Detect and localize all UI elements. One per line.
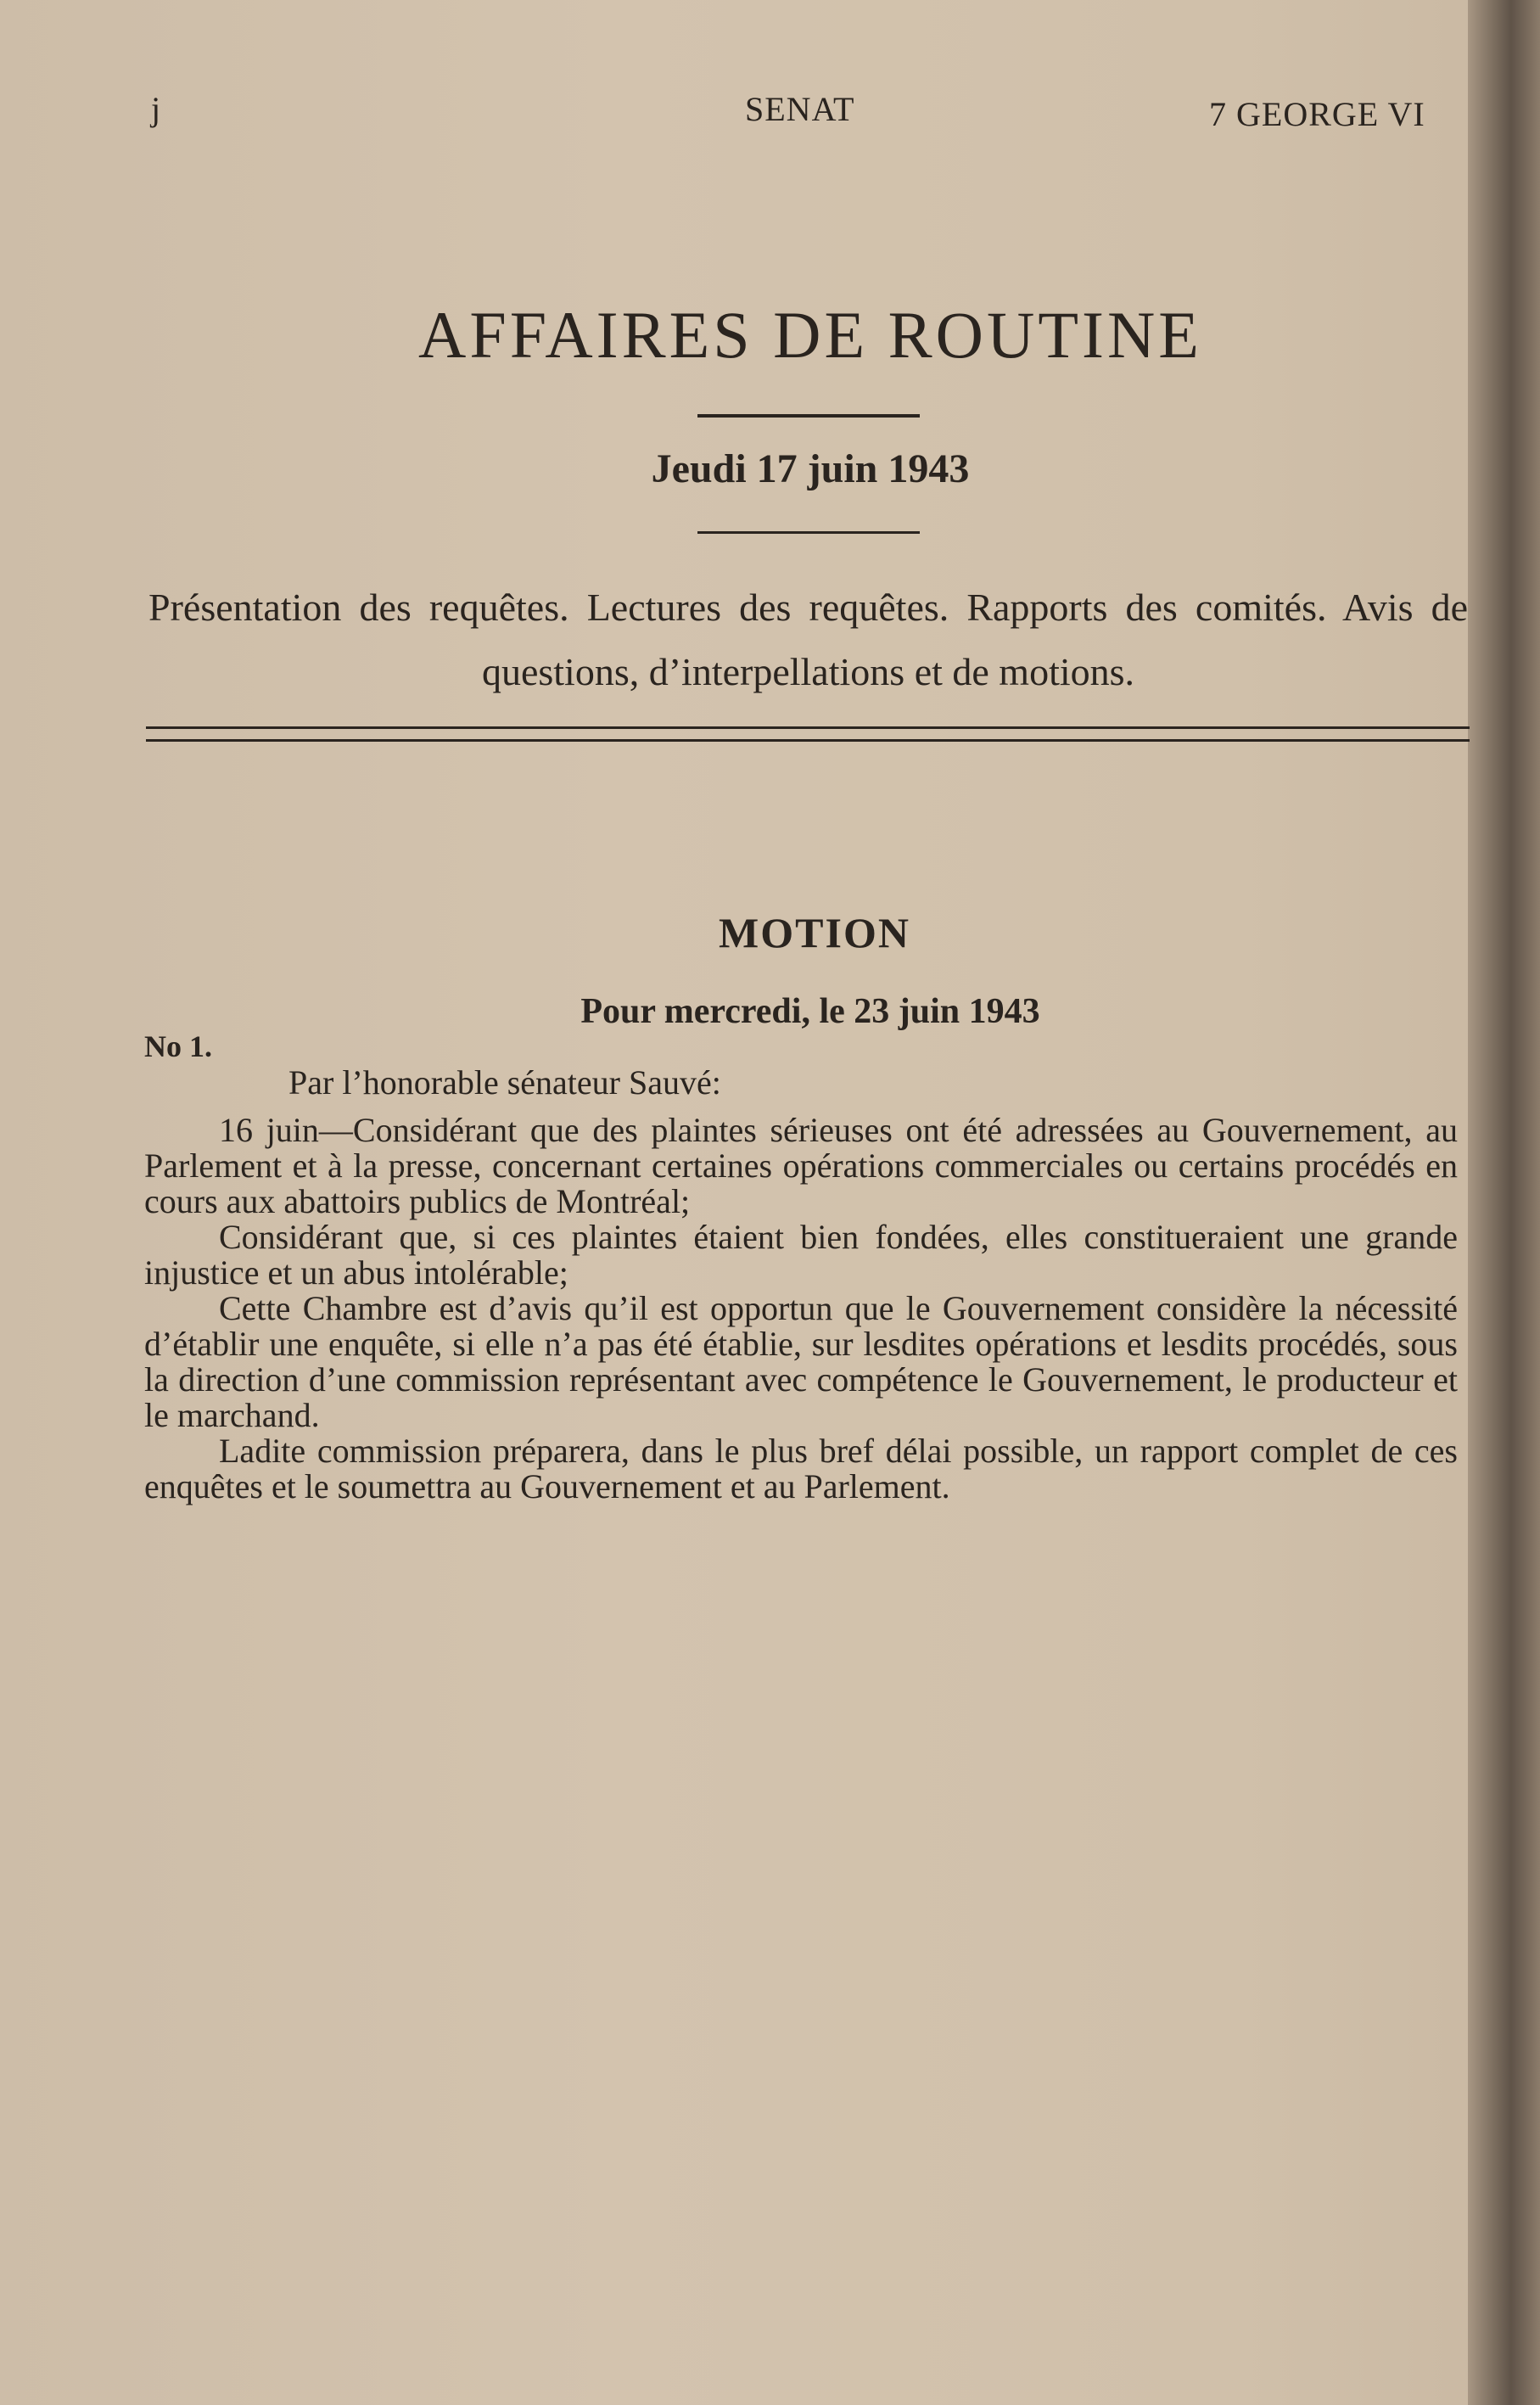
motion-paragraph: Cette Chambre est d’avis qu’il est opportun que le Gouvernement considère la nécessité d’établir une enquête, si elle n’a pas été établie, sur lesdites opérations et lesdits procédés, sous la direction d’une commission représentant avec compétence le Gouvernement, le producteur et le marchand.: [144, 1289, 1458, 1434]
motion-paragraph: Ladite commission préparera, dans le plus bref délai possible, un rapport complet de ces enquêtes et le soumettra au Gouvernement et au Parlement.: [144, 1432, 1458, 1505]
title-rule: [697, 414, 920, 418]
header-center-title: SENAT: [745, 90, 855, 128]
page-folio: j: [151, 90, 162, 128]
motion-heading: MOTION: [719, 909, 910, 956]
motion-paragraph: 16 juin—Considérant que des plaintes sérieuses ont été adressées au Gouvernement, au Parlement et à la presse, concernant certaines opérations commerciales ou certains procédés en cours aux abattoirs publics de Montréal;: [144, 1111, 1458, 1220]
date-rule: [697, 531, 920, 534]
motion-byline: Par l’honorable sénateur Sauvé:: [288, 1063, 721, 1102]
session-date: Jeudi 17 juin 1943: [651, 446, 970, 491]
page-title: AFFAIRES DE ROUTINE: [418, 298, 1202, 372]
motion-number: No 1.: [144, 1029, 212, 1063]
routine-items: Présentation des requêtes. Lectures des requêtes. Rapports des comités. Avis de questions, d’interpellations et de motions.: [148, 586, 1468, 693]
motion-date-heading: Pour mercredi, le 23 juin 1943: [580, 992, 1040, 1031]
book-gutter: [1468, 0, 1540, 2405]
motion-paragraph: Considérant que, si ces plaintes étaient bien fondées, elles constitueraient une grande injustice et un abus intolérable;: [144, 1218, 1458, 1292]
section-double-rule: [146, 726, 1470, 742]
motion-body: [144, 1065, 1458, 1505]
header-regnal-year: 7 GEORGE VI: [1209, 95, 1425, 133]
running-header: [0, 89, 1540, 140]
